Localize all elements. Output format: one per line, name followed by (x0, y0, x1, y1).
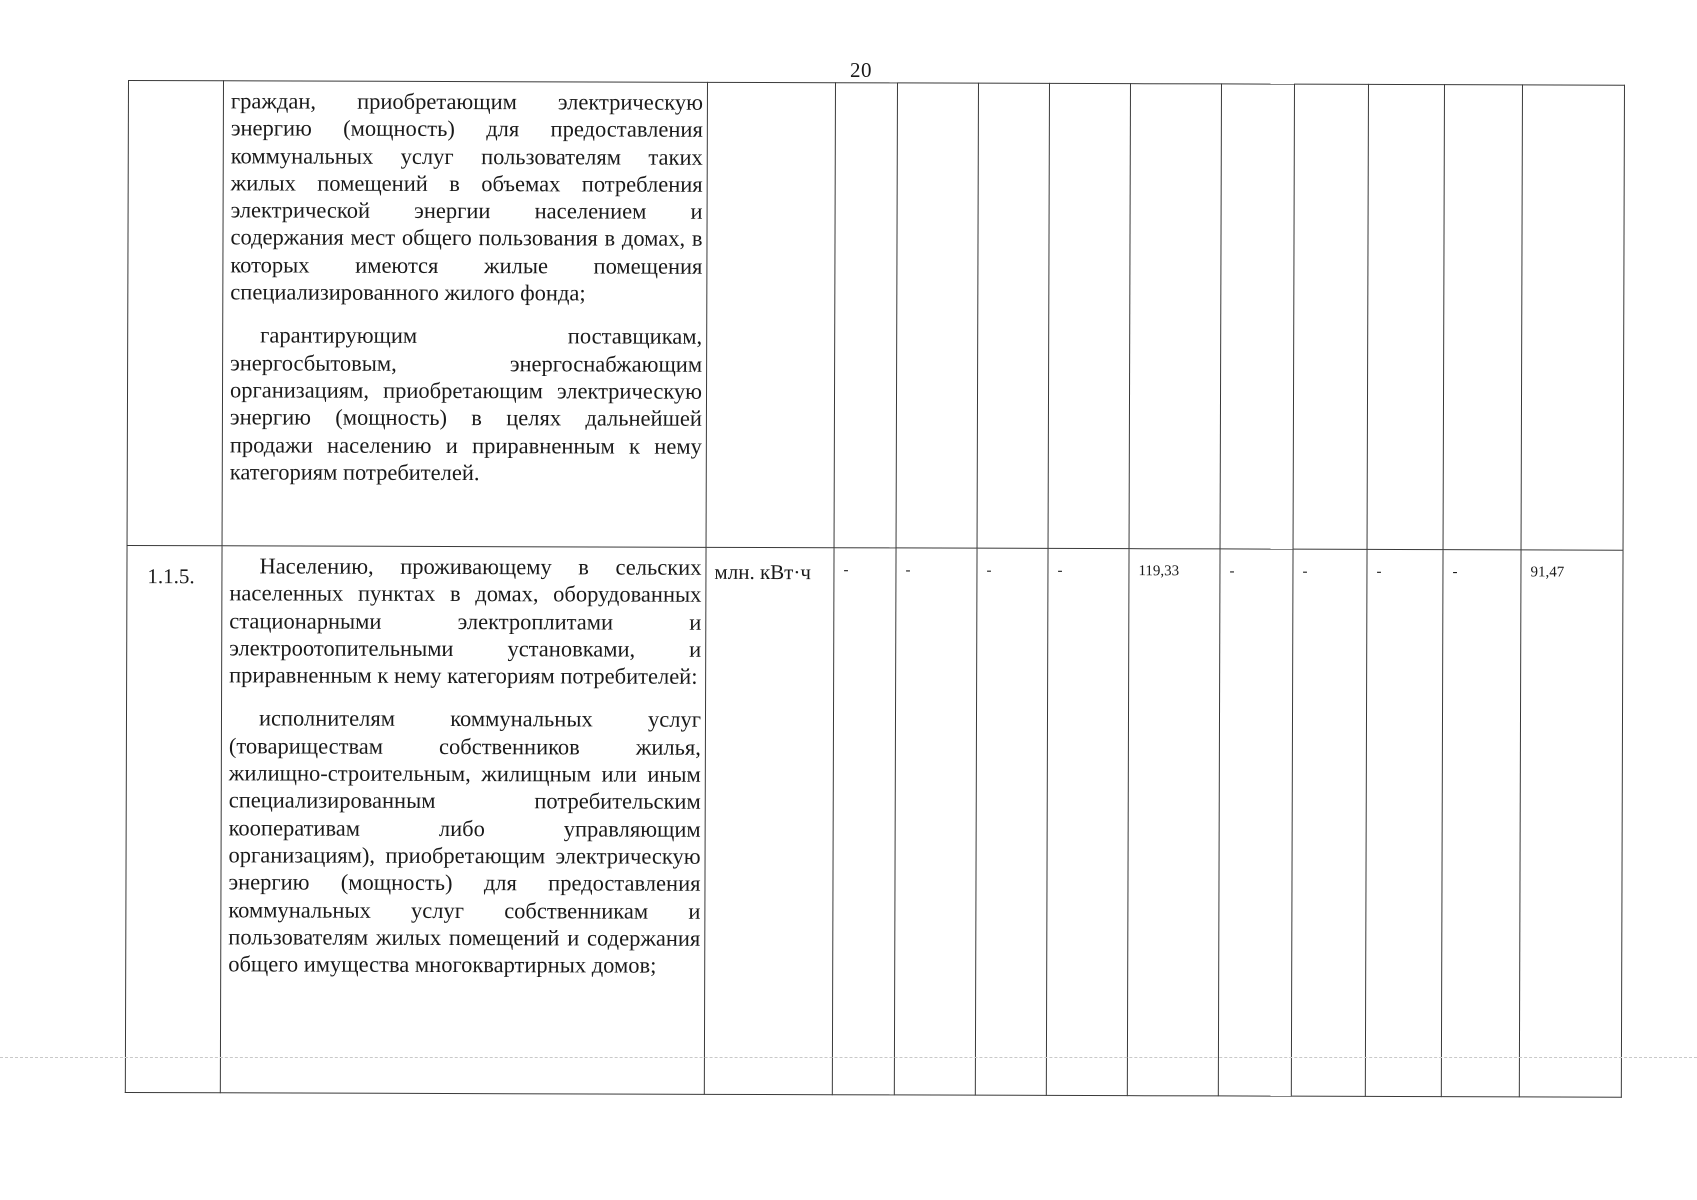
unit-cell: млн. кВт·ч (704, 547, 834, 1094)
value-cell (896, 83, 978, 548)
row-number-cell: 1.1.5. (125, 545, 222, 1092)
table-row-continued (127, 81, 1624, 551)
value-cell: - (1218, 549, 1293, 1096)
row-number-cell (127, 81, 223, 546)
value-cell: - (1046, 548, 1129, 1095)
value-cell (1443, 85, 1522, 550)
table-row-1-1-5 (125, 545, 1623, 1097)
description-paragraph: Населению, проживающему в сельских населенных пунктах в домах, оборудованных стационарными электроплитами и электроотопительными установками, и приравненным к нему категориям потребителей: (229, 553, 702, 689)
value-cell: - (1441, 550, 1521, 1097)
value-cell: - (1365, 549, 1443, 1096)
value-cell: - (1291, 549, 1367, 1096)
value-cell (834, 83, 897, 548)
value-cell: - (975, 548, 1048, 1095)
value-cell (1367, 84, 1444, 549)
value-cell (1048, 83, 1130, 548)
description-paragraph: исполнителям коммунальных услуг (товариществам собственников жилья, жилищно-строительным, жилищным или иным специализированным потребительским кооперативам либо управляющим организациям), приобретающим электрическую энергию (мощность) для предоставления коммунальных услуг собственникам и пользователям жилых помещений и содержания общего имущества многоквартирных домов; (228, 705, 702, 978)
description-paragraph: граждан, приобретающим электрическую энергию (мощность) для предоставления коммунальных услуг пользователям таких жилых помещений в объемах потребления электрической энергии населением и содержания мест общего пользования в домах, в которых имеются жилые помещения специализированного жилого фонда; (230, 88, 703, 306)
description-paragraph: гарантирующим поставщикам, энергосбытовым, энергоснабжающим организациям, приобретающим электрическую энергию (мощность) в целях дальнейшей продажи населению и приравненным к нему категориям потребителей. (229, 322, 703, 485)
value-cell: - (832, 548, 896, 1095)
unit-cell (706, 82, 835, 547)
scan-fold-line (0, 1057, 1697, 1058)
value-cell (977, 83, 1049, 548)
value-cell (1521, 85, 1624, 550)
value-cell: 119,33 (1127, 549, 1220, 1096)
tariff-volume-table (125, 80, 1625, 1098)
value-cell: 91,47 (1519, 550, 1623, 1097)
value-cell: - (894, 548, 977, 1095)
row-description-cell (222, 81, 707, 548)
value-cell (1129, 84, 1221, 549)
page-number: 20 (850, 58, 872, 82)
value-cell (1220, 84, 1294, 549)
row-description-cell (220, 546, 706, 1095)
value-cell (1293, 84, 1368, 549)
